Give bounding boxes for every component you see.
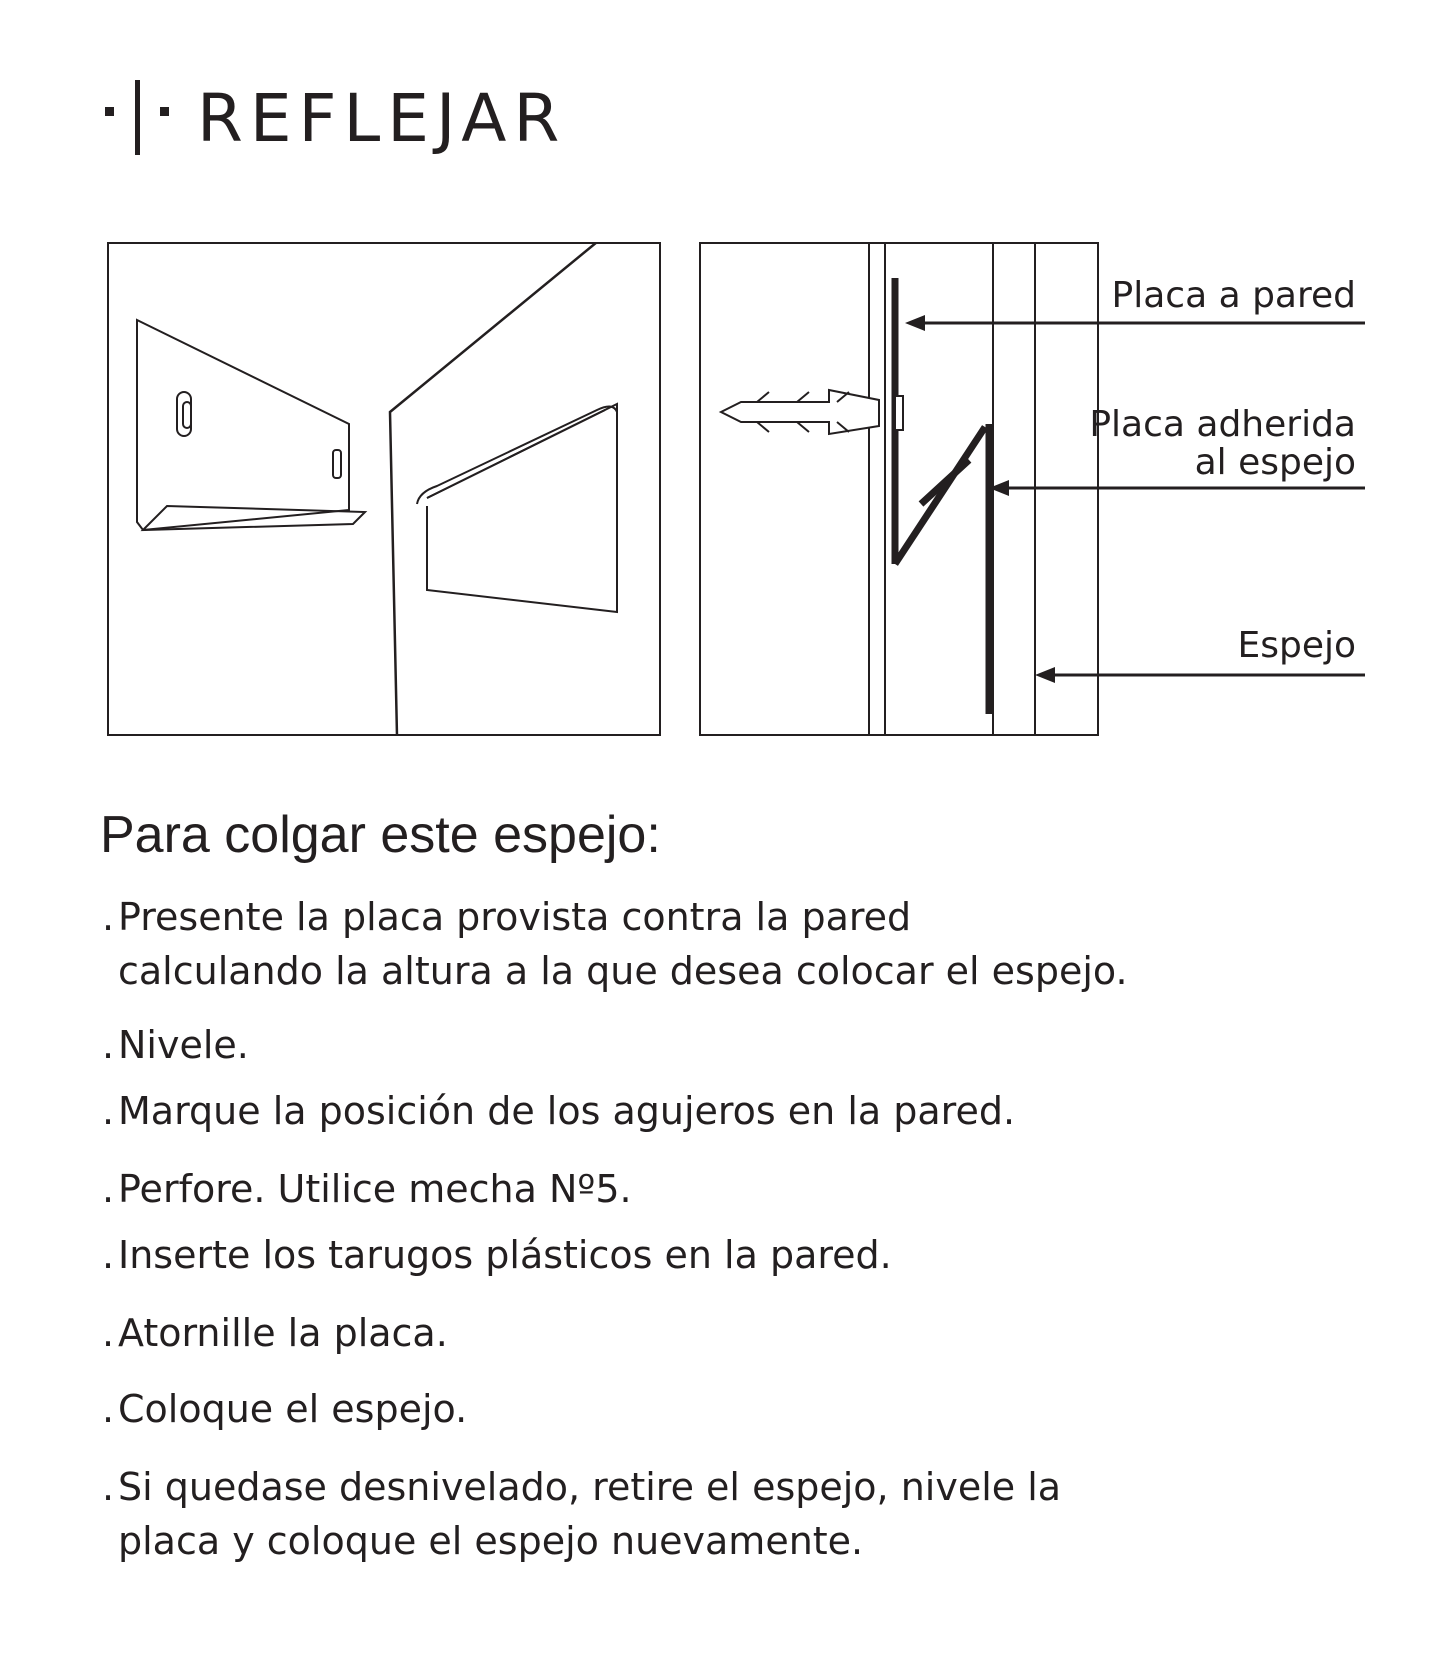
step-text: Si quedase desnivelado, retire el espejo, nivele la placa y coloque el espejo nuevamente. xyxy=(118,1465,1062,1563)
step-text: Presente la placa provista contra la pared calculando la altura a la que desea colocar el espejo. xyxy=(118,895,1128,993)
step-text: Perfore. Utilice mecha Nº5. xyxy=(118,1167,632,1211)
step-text: Marque la posición de los agujeros en la pared. xyxy=(118,1089,1016,1133)
instruction-step xyxy=(102,1228,892,1282)
instruction-step xyxy=(102,890,1128,998)
step-bullet: . xyxy=(102,1023,115,1067)
step-bullet: . xyxy=(102,1089,115,1133)
label-mirror: Espejo xyxy=(1237,625,1356,666)
brand-name: REFLEJAR xyxy=(197,80,567,157)
step-bullet: . xyxy=(102,1233,115,1277)
label-wall-plate: Placa a pared xyxy=(1111,275,1356,316)
step-text: Inserte los tarugos plásticos en la pared. xyxy=(118,1233,892,1277)
step-text: Atornille la placa. xyxy=(118,1311,448,1355)
step-bullet: . xyxy=(102,1167,115,1211)
step-bullet: . xyxy=(102,1465,115,1509)
instruction-step xyxy=(102,1306,448,1360)
step-bullet: . xyxy=(102,1311,115,1355)
plates-perspective-illustration xyxy=(107,242,661,736)
instruction-step xyxy=(102,1162,632,1216)
step-text: Nivele. xyxy=(118,1023,249,1067)
step-bullet: . xyxy=(102,1387,115,1431)
logo-mark-icon xyxy=(105,80,195,155)
step-bullet: . xyxy=(102,895,115,939)
brand-logo xyxy=(105,80,585,155)
instruction-step xyxy=(102,1018,249,1072)
step-text: Coloque el espejo. xyxy=(118,1387,468,1431)
instructions-heading: Para colgar este espejo: xyxy=(100,806,661,864)
instruction-step xyxy=(102,1084,1015,1138)
label-mirror-plate: Placa adherida al espejo xyxy=(1089,404,1356,483)
instruction-step xyxy=(102,1382,467,1436)
instruction-step xyxy=(102,1460,1061,1568)
plates-perspective-figure xyxy=(107,242,661,736)
